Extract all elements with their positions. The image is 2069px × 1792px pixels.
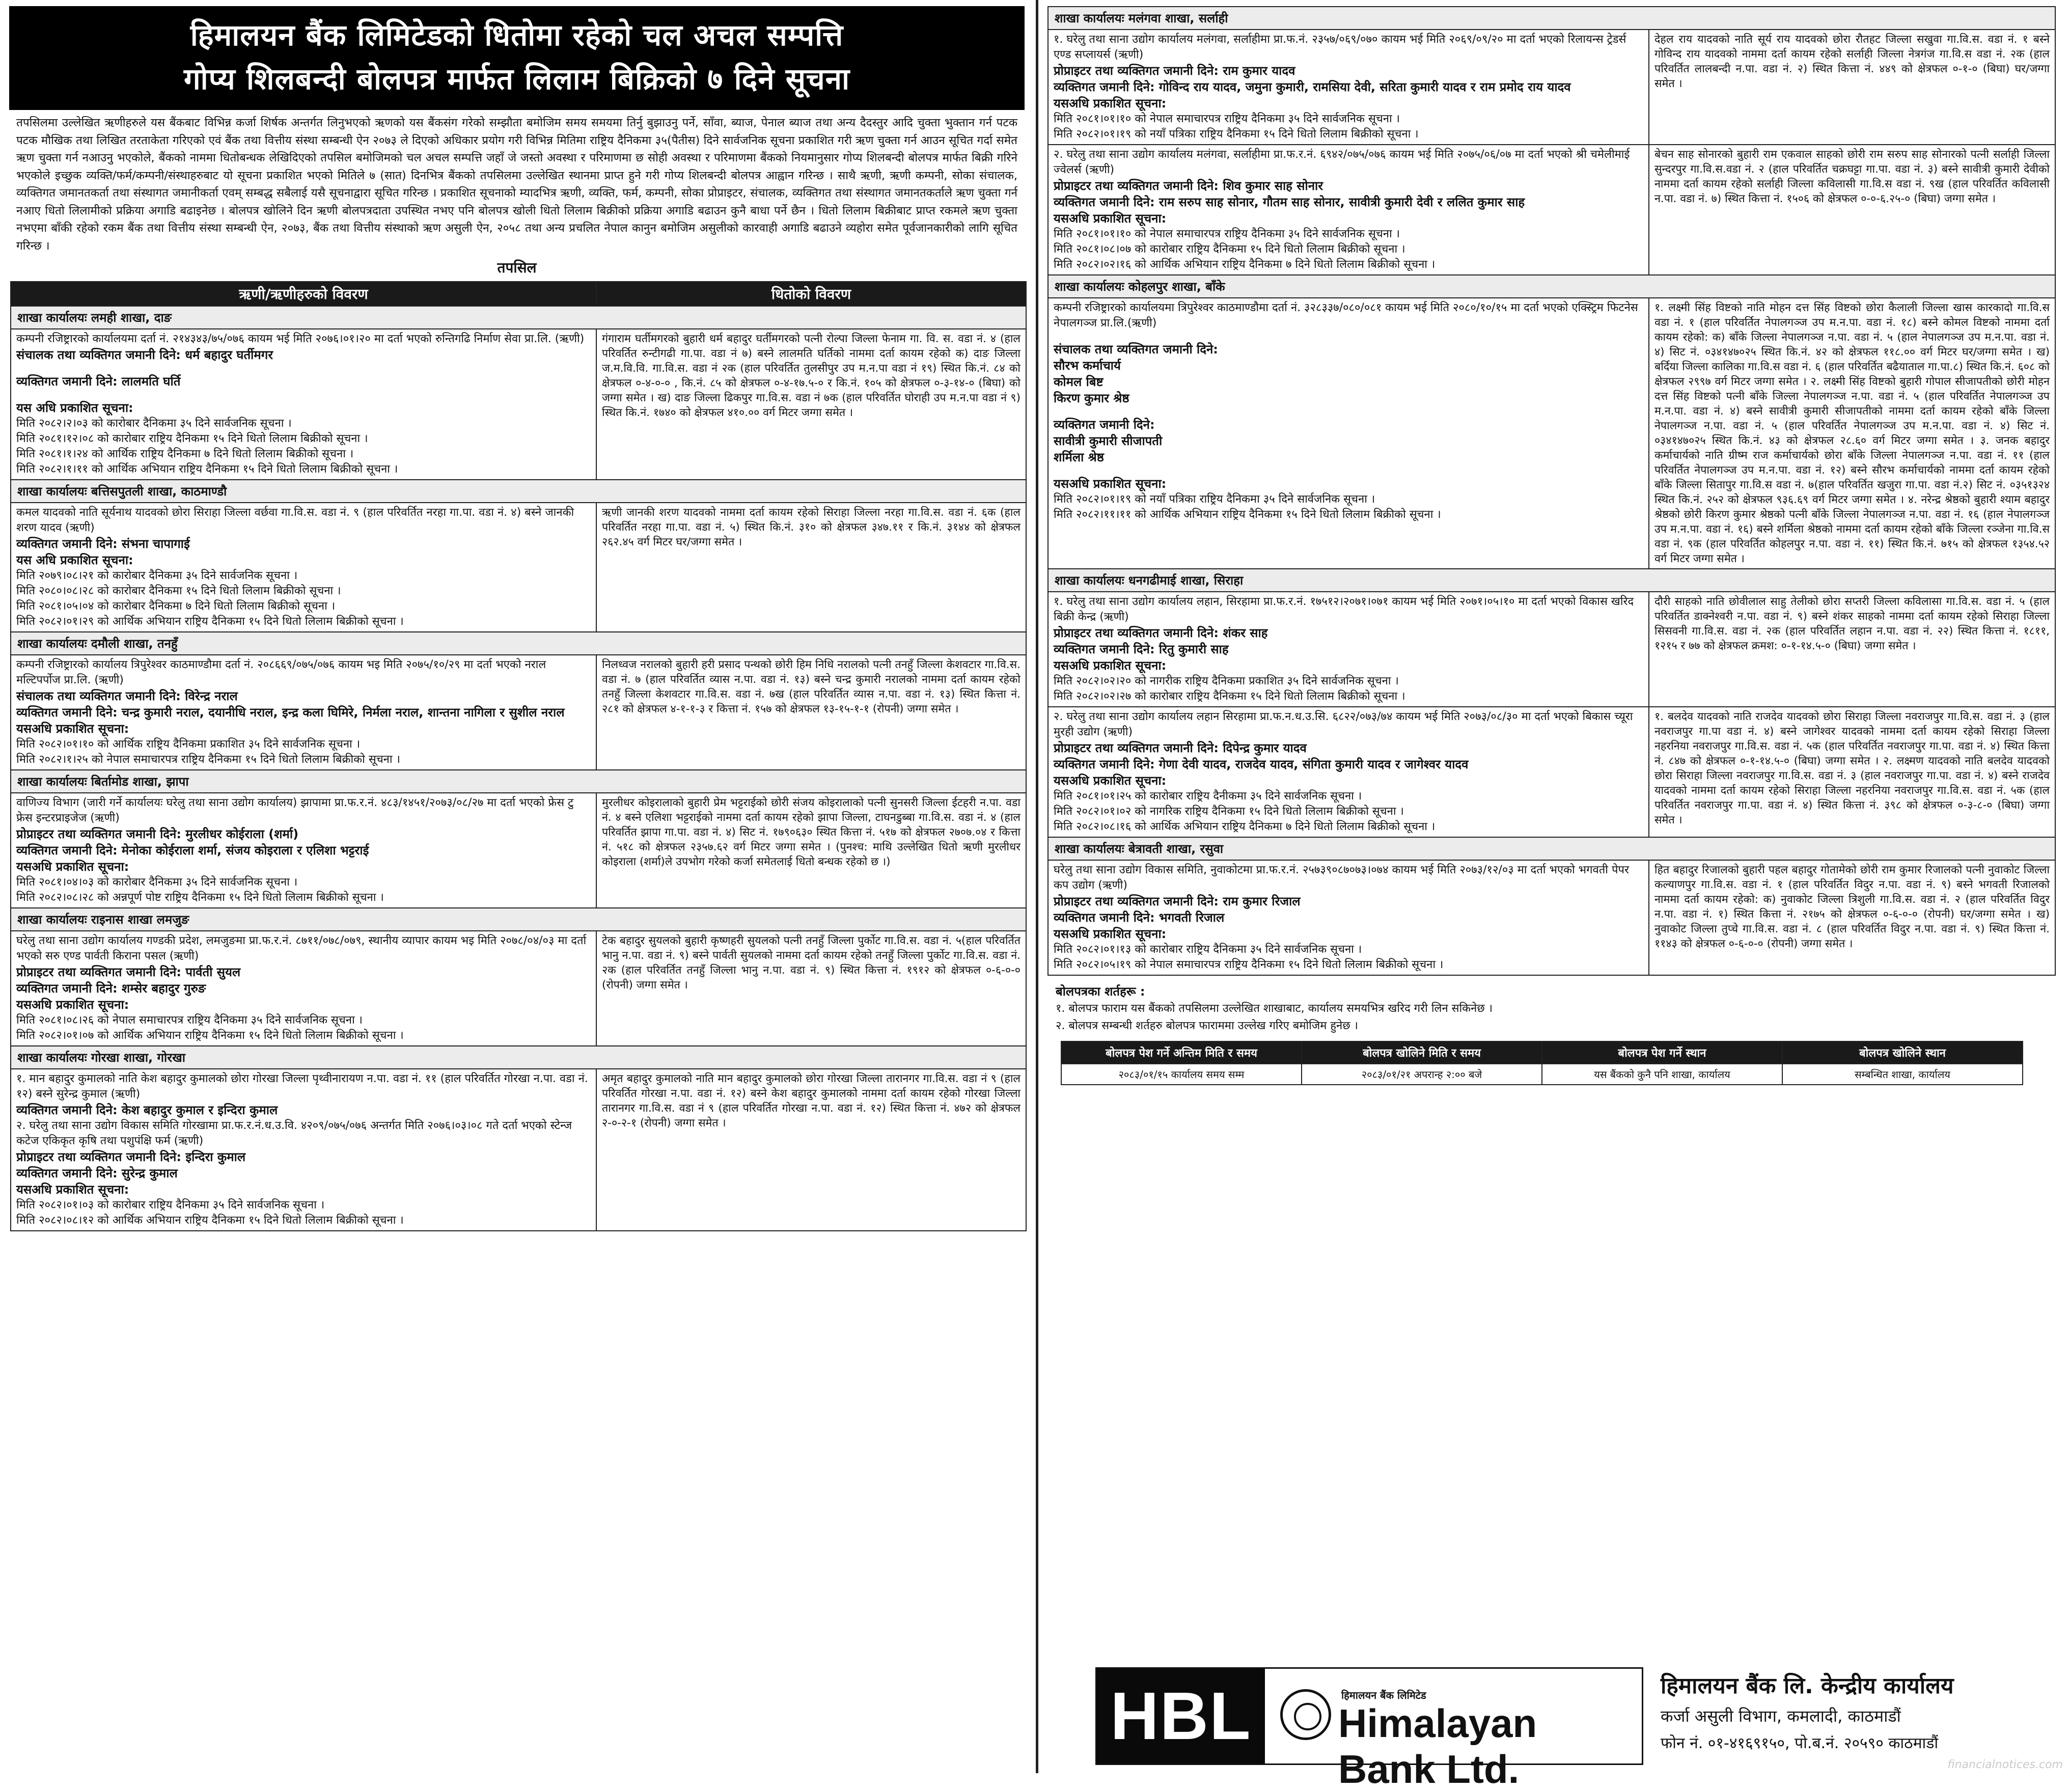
- schedule-heading: तपसिल: [497, 259, 537, 276]
- collateral-details: ऋणी जानकी शरण यादवको नाममा दर्ता कायम रहेको सिराहा जिल्ला नरहा गा.वि.स. वडा नं. ६क (हाल परिवर्तित नरहा गा.पा. वडा नं. ५) स्थित कि.नं. ३१० को क्षेत्रफल ३४७.११ र कि.नं. ३१४४ को क्षेत्रफल २६२.४५ वर्ग मिटर घर/जग्गा समेत ।: [596, 503, 1026, 632]
- borrower-detail-line: मिति २०८१।०८।२६ को नेपाल समाचारपत्र राष्ट्रिय दैनिकमा ३५ दिने सार्वजनिक सूचना ।: [16, 1014, 363, 1027]
- branch-header-row: [1048, 837, 2055, 860]
- borrower-detail-bold-line: व्यक्तिगत जमानी दिने: संभना चापागाई: [16, 537, 190, 551]
- bank-seal-icon: [1280, 1689, 1331, 1740]
- column-separator: [1036, 0, 1038, 1773]
- borrower-detail-bold-line: यसअधि प्रकाशित सूचना:: [1054, 927, 1167, 941]
- borrower-detail-bold-line: किरण कुमार श्रेष्ठ: [1054, 391, 1129, 405]
- collateral-details: १. लक्ष्मी सिंह विष्टको नाति मोहन दत्त सिंह विष्टको छोरा कैलाली जिल्ला खास कारकादो गा.वि.स वडा नं. १ (हाल परिवर्तित नेपालगञ्ज उप म.न.पा. वडा नं. १८) बस्ने कोमल विष्टको नाममा दर्ता कायम रहेको: क) बाँके जिल्ला नेपालगञ्ज न.पा. वडा नं. ५ (हाल नेपालगञ्ज उप म.न.पा. वडा नं. ४) सिट नं. ०३४१४७०२५ स्थित कि.नं. ४२ को क्षेत्रफल ११८.०० वर्ग मिटर घर/जग्गा समेत । ख) बर्दिया जिल्ला कालिका गा.वि.स वडा नं. ६ (हाल परिवर्तित बढैयाताल गा.पा.८) स्थित कि.नं. ६०८ को क्षेत्रफल २९९७ वर्ग मिटर जग्गा समेत । २. लक्ष्मी सिंह विष्टको बुहारी गोपाल सीजापतीको छोरी मोहन दत्त सिंह विष्टको पत्नी बाँके जिल्ला नेपालगञ्ज न.पा. वडा नं. ५ (हाल परिवर्तित नेपालगञ्ज उप म.न.पा. वडा नं. ४) बस्ने सावीत्री कुमारी सीजापतीको नाममा दर्ता कायम रहेको बाँके जिल्ला नेपालगञ्ज न.पा. वडा नं. ५ (हाल परिवर्तित नेपालगञ्ज उप म.न.पा. वडा नं. ४) सिट नं. ०३४१४७०२५ स्थित कि.नं. ४३ को क्षेत्रफल २८.६० वर्ग मिटर जग्गा समेत । ३. जनक बहादुर कर्माचार्यको नाति ग्रीष्म राज कर्माचार्यको छोरा बाँके जिल्ला नेपालगञ्ज न.पा. वडा नं. ११ (हाल परिवर्तित नेपालगञ्ज उप म.न.पा. वडा नं. १२) बस्ने सौरभ कर्माचार्यको नाममा दर्ता कायम रहेको बाँके जिल्ला सितापुर गा.वि.स वडा नं. ७(हाल परिवर्तित खजुरा गा.पा. वडा नं.२) सिट नं. ०३५१३२४ स्थित कि.नं. २५२ को क्षेत्रफल ९३६.६९ वर्ग मिटर जग्गा समेत । ४. नरेन्द्र श्रेष्ठको बुहारी श्याम बहादुर श्रेष्ठको छोरी किरण कुमार श्रेष्ठको पत्नी बाँके जिल्ला नेपालगञ्ज न.पा. वडा नं. १६ (हाल नेपालगञ्ज उप म.न.पा. वडा नं. १६) बस्ने शर्मिला श्रेष्ठको नाममा दर्ता कायम रहेको बाँके जिल्ला रञ्जेना गा.वि.स वडा नं. ९क (हाल परिवर्तित कोहलपुर न.पा. वडा नं. ११) स्थित कि.नं. ७१५ को क्षेत्रफल १३५४.५२ वर्ग मिटर जग्गा समेत ।: [1649, 298, 2055, 569]
- right-notice-table: [1047, 6, 2056, 976]
- collateral-details: अमृत बहादुर कुमालको नाति मान बहादुर कुमालको छोरा गोरखा जिल्ला तारानगर गा.वि.स. वडा नं ९ (हाल परिवर्तित गोरखा न.पा. वडा नं. १२) बस्ने केश बहादुर कुमालको नाममा दर्ता कायम रहेको गोरखा जिल्ला तारानगर गा.वि.स. वडा नं ९ (हाल परिवर्तित गोरखा न.पा. वडा नं. १२) स्थित कित्ता नं. ४७२ को क्षेत्रफल २-०-२-१ (रोपनी) जग्गा समेत ।: [596, 1069, 1026, 1231]
- collateral-column-header: धितोको विवरण: [596, 282, 1026, 306]
- borrower-detail-bold-line: व्यक्तिगत जमानी दिने: केश बहादुर कुमाल र इन्दिरा कुमाल: [16, 1103, 278, 1117]
- loan-entry-row: [1048, 592, 2055, 707]
- schedule-value: २०८३/०१/१५ कार्यालय समय सम्म: [1061, 1064, 1302, 1085]
- borrower-detail-bold-line: प्रोप्राइटर तथा व्यक्तिगत जमानी दिने: शंकर साह: [1054, 626, 1268, 640]
- borrower-detail-line: [16, 363, 591, 373]
- collateral-details: टेक बहादुर सुयलको बुहारी कृष्णहरी सुयलको पत्नी तनहुँ जिल्ला पुर्कोट गा.वि.स. वडा नं. ५(हाल परिवर्तित भानु न.पा. वडा नं. ९) बस्ने पार्वती सुयलको नाममा दर्ता कायम रहेको तनहुँ जिल्ला पुर्कोट गा.वि.स. वडा नं. २क (हाल परिवर्तित तनहुँ जिल्ला भानु न.पा. वडा नं. ९) स्थित कित्ता नं. १९१२ को क्षेत्रफल ०-६-०-० (रोपनी) जग्गा समेत ।: [596, 931, 1026, 1046]
- loan-entry-row: [11, 329, 1026, 480]
- borrower-detail-bold-line: व्यक्तिगत जमानी दिने: शम्सेर बहादुर गुरुङ: [16, 981, 206, 996]
- borrower-detail-line: मिति २०८२।०१।०७ को आर्थिक अभियान राष्ट्रिय दैनिकमा १५ दिने धितो लिलाम बिक्रीको सूचना ।: [16, 1029, 404, 1042]
- borrower-detail-line: मिति २०८२।०२।२७ को कारोबार राष्ट्रिय दैनिकमा १५ दिने धितो लिलाम बिक्रीको सूचना ।: [1054, 690, 1405, 703]
- branch-office-label: शाखा कार्यालयः बिर्तामोड शाखा, झापा: [11, 770, 1026, 793]
- borrower-detail-bold-line: यसअधि प्रकाशित सूचना:: [16, 860, 129, 874]
- schedule-value: यस बैंकको कुनै पनि शाखा, कार्यालय: [1542, 1064, 1782, 1085]
- collateral-details: १. बलदेव यादवको नाति राजदेव यादवको छोरा सिराहा जिल्ला नवराजपुर गा.वि.स. वडा नं. ३ (हाल नवराजपुर गा.पा वडा नं. ४) बस्ने जागेश्वर यादवको नाममा दर्ता कायम रहेको सिराहा जिल्ला नहरनिया नवराजपुर गा.वि.स. वडा नं. ५क (हाल परिवर्तित नवराजपुर गा.पा. वडा नं. ४) स्थित कित्ता नं. ८४७ को क्षेत्रफल ०-१-१४.५-० (बिघा) जग्गा समेत । २. लक्ष्मण यादवको नाति बलदेव यादवको छोरा सिराहा जिल्ला नवराजपुर गा.वि.स. वडा नं. ३ (हाल नवराजपुर गा.पा. वडा नं. ४) बस्ने राजदेव यादवको नाममा दर्ता कायम रहेको सिराहा जिल्ला नहरनिया नवराजपुर गा.वि.स. वडा नं. ५क (हाल परिवर्तित नवराजपुर गा.पा. वडा नं. ४) स्थित कित्ता नं. ३९८ को क्षेत्रफल ०-३-८-० (बिघा) जग्गा समेत ।: [1649, 707, 2055, 837]
- collateral-details: दौरी साहको नाति छोवीलाल साहु तेलीको छोरा सप्तरी जिल्ला कविलासा गा.वि.स. वडा नं. ५ (हाल परिवर्तित डाक्नेश्वरी न.पा. वडा नं. ९) बस्ने शंकर साहको नाममा दर्ता कायम रहेको सिराहा जिल्ला सिसवनी गा.वि.स. वडा नं. २क (हाल परिवर्तित लहान न.पा. वडा नं. २२) स्थित कित्ता नं. १८११, १२१५ र ७७ को क्षेत्रफल क्रमश: ०-१-१४.५-० (बिघा) जग्गा समेत ।: [1649, 592, 2055, 707]
- notice-title-line1: हिमालयन बैंक लिमिटेडको धितोमा रहेको चल अचल सम्पत्ति: [190, 18, 844, 52]
- branch-office-label: शाखा कार्यालयः दमौली शाखा, तनहुँ: [11, 632, 1026, 655]
- loan-entry-row: [1048, 860, 2055, 975]
- borrower-column-header: ऋणी/ऋणीहरुको विवरण: [11, 282, 596, 306]
- loan-entry-row: [11, 1069, 1026, 1231]
- borrower-detail-bold-line: यसअधि प्रकाशित सूचना:: [1054, 211, 1167, 226]
- borrower-detail-bold-line: प्रोप्राइटर तथा व्यक्तिगत जमानी दिने: दिपेन्द्र कुमार यादव: [1054, 741, 1307, 755]
- borrower-detail-bold-line: संचालक तथा व्यक्तिगत जमानी दिने:: [1054, 342, 1218, 356]
- borrower-details: [11, 503, 596, 632]
- loan-entry-row: [11, 931, 1026, 1046]
- branch-header-row: [1048, 569, 2055, 592]
- borrower-details: [1048, 592, 1649, 707]
- borrower-detail-bold-line: यसअधि प्रकाशित सूचना:: [16, 722, 129, 736]
- borrower-detail-line: घरेलु तथा साना उद्योग विकास समिति, नुवाकोटमा प्रा.फ.र.नं. २५७३९०८७०७३।०७४ कायम भई मिति २०७३/१२/०३ मा दर्ता भएको भगवती पेपर कप उद्योग (ऋणी): [1054, 864, 1629, 892]
- borrower-detail-bold-line: व्यक्तिगत जमानी दिने: भगवती रिजाल: [1054, 911, 1225, 925]
- borrower-detail-line: [1054, 465, 1643, 476]
- notice-title-line2: गोप्य शिलबन्दी बोलपत्र मार्फत लिलाम बिक्रिको ७ दिने सूचना: [184, 62, 850, 96]
- borrower-detail-line: १. घरेलु तथा साना उद्योग कार्यालय मलंगवा, सर्लाहीमा प्रा.फ.नं. २३५७/०६९/०७० कायम भई मिति २०६९/०९/२० मा दर्ता भएको रिलायन्स ट्रेडर्स एण्ड सप्लायर्स (ऋणी): [1054, 33, 1626, 61]
- borrower-detail-line: मिति २०८१।०१।१० को नेपाल समाचारपत्र राष्ट्रिय दैनिकमा ३५ दिने सार्वजनिक सूचना ।: [1054, 113, 1400, 125]
- borrower-detail-line: मिति २०८१।०१।१० को नेपाल समाचारपत्र राष्ट्रिय दैनिकमा ३५ दिने सार्वजनिक सूचना ।: [1054, 228, 1400, 240]
- borrower-detail-line: मिति २०८०।०८।२८ को कारोबार दैनिकमा १५ दिने धितो लिलाम बिक्रीको सूचना ।: [16, 585, 341, 597]
- borrower-detail-line: मिति २०८२।१।२५ को नेपाल समाचारपत्र राष्ट्रिय दैनिकमा १५ दिने धितो लिलाम बिक्रीको सूचना ।: [16, 753, 400, 766]
- borrower-detail-line: मिति २०८२।०१।२९ को आर्थिक अभियान राष्ट्रिय दैनिकमा १५ दिने धितो लिलाम बिक्रीको सूचना ।: [16, 615, 404, 628]
- loan-entry-row: [11, 655, 1026, 770]
- borrower-detail-bold-line: प्रोप्राइटर तथा व्यक्तिगत जमानी दिने: राम कुमार यादव: [1054, 64, 1295, 78]
- borrower-details: [1048, 707, 1649, 837]
- borrower-detail-line: कम्पनी रजिष्ट्रारको कार्यालयमा त्रिपुरेश्वर काठमाण्डौमा दर्ता नं. ३२८३३७/०८०/०८१ कायम भई मिति २०८०/१०/१५ मा दर्ता भएको एक्स्ट्रिम फिटनेस नेपालगञ्ज प्रा.लि.(ऋणी): [1054, 301, 1638, 329]
- borrower-detail-bold-line: यसअधि प्रकाशित सूचना:: [1054, 96, 1167, 111]
- borrower-detail-line: मिति २०८२।०१।१९ को नयाँ पत्रिका राष्ट्रिय दैनिकमा ३५ दिने सार्वजनिक सूचना ।: [1054, 493, 1375, 506]
- borrower-detail-line: [1054, 406, 1643, 417]
- borrower-detail-bold-line: व्यक्तिगत जमानी दिने: सुरेन्द्र कुमाल: [16, 1166, 178, 1180]
- borrower-detail-line: घरेलु तथा साना उद्योग कार्यालय गण्डकी प्रदेश, लमजुङमा प्रा.फ.र.नं. ८७११/०७८/०७९, स्थानीय व्यापार कायम भइ मिति २०७८/०४/०३ मा दर्ता भएको सरु एण्ड पार्वती किराना पसल (ऋणी): [16, 934, 587, 962]
- borrower-detail-bold-line: व्यक्तिगत जमानी दिने:: [1054, 418, 1155, 432]
- borrower-detail-line: २. घरेलु तथा साना उद्योग कार्यालय मलंगवा, सर्लाहीमा प्रा.फ.र.नं. ६९४२/०७५/०७६ कायम भई मिति २०७५/०६/०७ मा दर्ता भएको श्री चमेलीमाई ज्वेलर्स (ऋणी): [1054, 148, 1630, 176]
- branch-office-label: शाखा कार्यालयः गोरखा शाखा, गोरखा: [11, 1046, 1026, 1069]
- borrower-detail-line: मिति २०८१।१२।०८ को कारोबार राष्ट्रिय दैनिकमा १५ दिने धितो लिलाम बिक्रीको सूचना ।: [16, 432, 368, 445]
- borrower-detail-line: मिति २०८२।०८।१२ को आर्थिक अभियान राष्ट्रिय दैनिकमा १५ दिने धितो लिलाम बिक्रीको सूचना ।: [16, 1214, 404, 1227]
- branch-office-label: शाखा कार्यालयः बत्तिसपुतली शाखा, काठमाण्डौ: [11, 480, 1026, 503]
- borrower-detail-line: मिति २०८२।०८।२८ को अन्नपूर्ण पोष्ट राष्ट्रिय दैनिकमा १५ दिने धितो लिलाम बिक्रीको सूचना ।: [16, 891, 384, 904]
- right-column: [1040, 0, 2068, 1791]
- branch-header-row: [11, 1046, 1026, 1069]
- borrower-details: [11, 931, 596, 1046]
- borrower-detail-line: मिति २०८२।०२।२० को नागरीक राष्ट्रिय दैनिकमा प्रकाशित ३५ दिने सार्वजनिक सूचना ।: [1054, 675, 1399, 687]
- borrower-detail-bold-line: प्रोप्राइटर तथा व्यक्तिगत जमानी दिने: राम कुमार रिजाल: [1054, 894, 1301, 908]
- collateral-details: बेचन साह सोनारको बुहारी राम एकवाल साहको छोरी राम सरुप साह सोनारको पत्नी सर्लाही जिल्ला सुन्दरपुर गा.वि.स.वडा नं. २ (हाल परिवर्तित चक्रघट्टा गा.पा. वडा नं. ३) बस्ने सावीत्री कुमारी देवीको नाममा दर्ता कायम रहेको सर्लाही जिल्ला कविलासी गा.वि.स वडा नं. ९ख (हाल परिवर्तित कविलासी न.पा. वडा नं. ७) स्थित कित्ता नं. १५०६ को क्षेत्रफल ०-०-६.२५-० (बिघा) जग्गा समेत ।: [1649, 145, 2055, 275]
- schedule-header: बोलपत्र पेश गर्ने स्थान: [1542, 1041, 1782, 1064]
- branch-header-row: [11, 306, 1026, 329]
- branch-header-row: [1048, 275, 2055, 298]
- office-name: हिमालयन बैंक लि. केन्द्रीय कार्यालय: [1661, 1673, 1954, 1699]
- borrower-detail-line: मिति २०८१।०८।०७ को कारोबार राष्ट्रिय दैनिकमा १५ दिने धितो लिलाम बिक्रीको सूचना ।: [1054, 243, 1405, 256]
- borrower-detail-bold-line: यसअधि प्रकाशित सूचना:: [16, 998, 129, 1012]
- borrower-details: [11, 1069, 596, 1231]
- borrower-detail-line: २. घरेलु तथा साना उद्योग विकास समिति गोरखामा प्रा.फ.र.नं.ध.उ.वि. ४२०९/०७५/०७६ अन्तर्गत मिति २०७६।०३।०८ गते दर्ता भएको स्टेन्ज कटेज एकिकृत कृषि तथा पशुपंक्षि फर्म (ऋणी): [16, 1119, 572, 1147]
- loan-entry-row: [1048, 145, 2055, 275]
- borrower-detail-bold-line: संचालक तथा व्यक्तिगत जमानी दिने: विरेन्द्र नराल: [16, 689, 238, 703]
- borrower-detail-bold-line: व्यक्तिगत जमानी दिने: गोविन्द राय यादव, जमुना कुमारी, रामसिया देवी, सरिता कुमारी यादव र राम प्रमोद राय यादव: [1054, 80, 1571, 94]
- hbl-logo-mark: HBL: [1097, 1669, 1265, 1763]
- left-column: [0, 0, 1034, 1773]
- branch-office-label: शाखा कार्यालयः कोहलपुर शाखा, बाँके: [1048, 275, 2055, 298]
- branch-header-row: [1048, 7, 2055, 30]
- loan-entry-row: [1048, 298, 2055, 569]
- borrower-detail-line: मिति २०८१।०१।२५ को कारोबार राष्ट्रिय दैनीकमा ३५ दिने सार्वजनिक सूचना ।: [1054, 790, 1362, 803]
- branch-header-row: [11, 480, 1026, 503]
- tender-conditions: [1056, 983, 2058, 1035]
- branch-header-row: [11, 770, 1026, 793]
- schedule-header: बोलपत्र खोलिने मिति र समय: [1302, 1041, 1542, 1064]
- borrower-detail-line: मिति २०८२।१।११ को आर्थिक अभियान राष्ट्रिय दैनिकमा १५ दिने धितो लिलाम बिक्रीको सूचना ।: [16, 463, 398, 476]
- schedule-value: सम्बन्धित शाखा, कार्यालय: [1782, 1064, 2023, 1085]
- borrower-detail-line: मिति २०८२।११।११ को आर्थिक अभियान राष्ट्रिय दैनिकमा १५ दिने धितो लिलाम बिक्रीको सूचना ।: [1054, 508, 1441, 521]
- borrower-detail-line: मिति २०८२।०५।१९ को नेपाल समाचारपत्र राष्ट्रिय दैनिकमा १५ दिने धितो लिलाम बिक्रीको सूचना ।: [1054, 958, 1444, 971]
- borrower-detail-bold-line: यस अधि प्रकाशित सूचना:: [16, 401, 133, 415]
- watermark: financialnotices.com: [1947, 1758, 2063, 1771]
- office-department: कर्जा असुली विभाग, कमलादी, काठमाडौं: [1661, 1706, 1901, 1726]
- loan-entry-row: [11, 503, 1026, 632]
- borrower-detail-bold-line: कोमल बिष्ट: [1054, 375, 1104, 389]
- borrower-detail-line: मिति २०८२।०१।१९ को नयाँ पत्रिका राष्ट्रिय दैनिकमा १५ दिने धितो लिलाम बिक्रीको सूचना ।: [1054, 128, 1419, 141]
- borrower-detail-line: १. घरेलु तथा साना उद्योग कार्यालय लहान, सिरहामा प्रा.फ.र.नं. १७५१२।२०७१।०७१ कायम भई मिति २०७१।०५।१० मा दर्ता भएको विकास खरिद बिक्री केन्द्र (ऋणी): [1054, 595, 1634, 623]
- borrower-detail-bold-line: यसअधि प्रकाशित सूचना:: [1054, 477, 1167, 491]
- borrower-detail-bold-line: यस अधि प्रकाशित सूचना:: [16, 553, 133, 567]
- branch-office-label: शाखा कार्यालयः लमही शाखा, दाङ: [11, 306, 1026, 329]
- borrower-detail-line: मिति २०८१।१।२४ को आर्थिक राष्ट्रिय दैनिकमा ७ दिने धितो लिलाम बिक्रीको सूचना ।: [16, 448, 354, 460]
- borrower-detail-bold-line: प्रोप्राइटर तथा व्यक्तिगत जमानी दिने: इन्दिरा कुमाल: [16, 1150, 246, 1164]
- borrower-detail-line: मिति २०८२।०१।०३ को कारोबार राष्ट्रिय दैनिकमा ३५ दिने सार्वजनिक सूचना ।: [16, 1199, 325, 1211]
- collateral-details: निलध्वज नरालको बुहारी हरी प्रसाद पन्थको छोरी हिम निधि नरालको पत्नी तनहुँ जिल्ला केशवटार गा.वि.स. वडा नं. ७ (हाल परिवर्तित व्यास न.पा. वडा नं. १३) बस्ने चन्द्र कुमारी नरालको नाममा दर्ता कायम रहेको तनहुँ जिल्ला केशवटार गा.वि.स. वडा नं. ७ख (हाल परिवर्तित व्यास न.पा. वडा नं. १३) स्थित कित्ता नं. २८१ को क्षेत्रफल ४-१-१-३ र कित्ता नं. १५७ को क्षेत्रफल १३-१५-१-१ (रोपनी) जग्गा समेत ।: [596, 655, 1026, 770]
- left-table-body: [11, 306, 1026, 1231]
- borrower-detail-bold-line: प्रोप्राइटर तथा व्यक्तिगत जमानी दिने: शिव कुमार साह सोनार: [1054, 179, 1323, 193]
- borrower-detail-line: मिति २०८२।०१।०२ को नागरिक राष्ट्रिय दैनिकमा १५ दिने धितो लिलाम बिक्रीको सूचना ।: [1054, 805, 1404, 818]
- borrower-detail-bold-line: सौरभ कर्माचार्य: [1054, 359, 1121, 373]
- borrower-detail-line: वाणिज्य विभाग (जारी गर्ने कार्यालयः घरेलु तथा साना उद्योग कार्यालय) झापामा प्रा.फ.र.नं. ४८३/१४५१/२०७३/०८/२७ मा दर्ता भएको फ्रेस टु फ्रेस इन्टरप्राइजेज (ऋणी): [16, 796, 574, 824]
- notice-title-banner: [9, 6, 1025, 110]
- branch-office-label: शाखा कार्यालयः धनगढीमाई शाखा, सिराहा: [1048, 569, 2055, 592]
- borrower-detail-bold-line: व्यक्तिगत जमानी दिने: मेनोका कोईराला शर्मा, संजय कोइराला र एलिशा भट्टराई: [16, 843, 369, 858]
- borrower-details: [11, 329, 596, 480]
- borrower-details: [11, 655, 596, 770]
- bank-logo: [1095, 1667, 1643, 1791]
- borrower-detail-line: मिति २०८१।०५।०४ को कारोबार दैनिकमा ७ दिने धितो लिलाम बिक्रीको सूचना ।: [16, 600, 336, 613]
- borrower-detail-bold-line: शर्मिला श्रेष्ठ: [1054, 450, 1104, 464]
- borrower-detail-line: मिति २०८२।०१।१३ को कारोबार राष्ट्रिय दैनिकमा ३५ दिने सार्वजनिक सूचना ।: [1054, 943, 1362, 956]
- office-contact: फोन नं. ०१-४१६९१५०, पो.ब.नं. २०५९० काठमाडौं: [1661, 1734, 1939, 1752]
- right-table-body: [1048, 7, 2055, 975]
- borrower-detail-bold-line: व्यक्तिगत जमानी दिने: लालमति घर्ति: [16, 374, 181, 389]
- borrower-detail-bold-line: सावीत्री कुमारी सीजापती: [1054, 434, 1163, 448]
- intro-paragraph: तपसिलमा उल्लेखित ऋणीहरुले यस बैंकबाट विभिन्न कर्जा शिर्षक अन्तर्गत लिनुभएको ऋणको यस बैंकसंग गरेको सम्झौता बमोजिम समय समयमा तिर्नु बुझाउनु पर्ने, साँवा, ब्याज, पेनाल ब्याज तथा अन्य दैदस्तुर आदि चुक्ता भुक्तान गर्न पटक पटक मौखिक तथा लिखित तरताकेता गरिएको एवं बैंक तथा वित्तीय संस्था सम्बन्धी ऐन २०७३ ले दिएको अधिकार प्रयोग गरी विभिन्न मितिमा राष्ट्रिय दैनिकमा ३५(पैतीस) दिने सार्वजनिक सूचना प्रकाशित गरी ऋण चुक्ता गर्न आउन सूचित गर्दा समेत ऋण चुक्ता गर्न नआउनु भएकोले, बैंकको नाममा धितोबन्धक लेखिदिएको तपसिल बमोजिमको चल अचल सम्पत्ति जहाँ जे जस्तो अवस्था र परिमाणमा छ सोही अवस्था र परिमाणमा बैंकको नियमानुसार गोप्य शिलबन्दी बोलपत्र मार्फत बिक्री गरिने भएकोले इच्छुक व्यक्ति/फर्म/कम्पनी/संस्थाहरुबाट यो सूचना प्रकाशित भएको मितिले ७ (सात) दिनभित्र बैंकको तपसिलमा उल्लेखित स्थानमा प्राप्त हुने गरी गोप्य शिलबन्दी बोलपत्र आह्वान गरिन्छ । साथै ऋणी, ऋणी कम्पनी, सोका संचालक, व्यक्तिगत जमानतकर्ता तथा संस्थागत जमानीकर्ता एवम् सम्बद्ध सबैलाई यसै सूचनाद्वारा सूचित गरिन्छ । प्रकाशित सूचनाको म्यादभित्र ऋणी, व्यक्ति, फर्म, कम्पनी, सोका प्रोप्राइटर, संचालक, व्यक्तिगत तथा संस्थागत जमानतकर्ताले ऋण चुक्ता गर्न नआए धितो लिलामीको प्रक्रिया अगाडि बढाइनेछ । बोलपत्र खोलिने दिन ऋणी बोलपत्रदाता उपस्थित नभए पनि बोलपत्र खोली धितो लिलाम बिक्रीको प्रक्रिया अगाडि बढाउन कुनै बाधा पर्ने छैन । धितो लिलाम बिक्रीबाट प्राप्त रकमले ऋण चुक्ता नभएमा बाँकी रहेको रकम बैंक तथा वित्तीय संस्था सम्बन्धी ऐन, २०७३, बैंक तथा वित्तीय संस्थाको ऋण असुली ऐन, २०५८ तथा अन्य प्रचलित नेपाल कानुन बमोजिम असुलीको कारवाही अगाडि बढाउने व्यहोरा समेत पूर्वजानकारीको लागि सूचित गरिन्छ ।: [16, 116, 1017, 253]
- loan-entry-row: [11, 793, 1026, 908]
- borrower-details: [11, 793, 596, 908]
- borrower-detail-line: कमल यादवको नाति सूर्यनाथ यादवको छोरा सिराहा जिल्ला वर्छवा गा.वि.स. वडा नं. ९ (हाल परिवर्तित नरहा गा.पा. वडा नं. ४) बस्ने जानकी शरण यादव (ऋणी): [16, 506, 574, 534]
- collateral-details: मुरलीधर कोइरालाको बुहारी प्रेम भट्टराईको छोरी संजय कोइरालाको पत्नी सुनसरी जिल्ला ईटहरी न.पा. वडा नं. ४ बस्ने एलिशा भट्टराईको नाममा दर्ता कायम रहेको झापा जिल्ला, टाघनडुब्बा गा.वि.स. वडा नं. ४ (हाल परिवर्तित झापा गा.पा. वडा नं. ४) सिट नं. १७९०६३० स्थित कित्ता नं. ५१७ को क्षेत्रफल २७०७.०४ र कित्ता नं. ५१८ को क्षेत्रफल २३५७.६२ वर्ग मिटर जग्गा समेत । (पुनश्च: माथि उल्लेखित धितो ऋणी मुरलीधर कोइराला (शर्मा)ले उपभोग गरेको कर्जा समेतलाई धितो बन्धक रहेको छ ।): [596, 793, 1026, 908]
- borrower-detail-line: [16, 390, 591, 400]
- borrower-detail-line: मिति २०८२।०२।१६ को आर्थिक अभियान राष्ट्रिय दैनिकमा ७ दिने धितो लिलाम बिक्रीको सूचना ।: [1054, 258, 1436, 271]
- collateral-details: गंगाराम घर्तीमगरको बुहारी धर्म बहादुर घर्तीमगरको पत्नी रोल्पा जिल्ला फेनाम गा. वि. स. वडा नं. ४ (हाल परिवर्तित रुन्टीगढी गा.पा. वडा नं ७) बस्ने लालमति घर्तिको नाममा दर्ता कायम रहेको क) दाङ जिल्ला ज.म.वि.वि. गा.वि.स. वडा नं २क (हाल परिवर्तित तुलसीपुर उप म.न.पा वडा नं १९) स्थित कि.नं. ८४ को क्षेत्रफल ०-४-०-० , कि.नं. ८५ को क्षेत्रफल ०-४-१७.५-० र कि.नं. १०५ को क्षेत्रफल ०-३-१४-० (बिघा) को जग्गा समेत । ख) दाङ जिल्ला ढिकपुर गा.वि.स. वडा नं ७क (हाल परिवर्तित घोराही उप म.न.पा वडा नं ९) स्थित कि.नं. १७४० को क्षेत्रफल ४१०.०० वर्ग मिटर जग्गा समेत ।: [596, 329, 1026, 480]
- collateral-details: देहल राय यादवको नाति सूर्य राय यादवको छोरा रौतहट जिल्ला सखुवा गा.वि.स. वडा नं. १ बस्ने गोविन्द राय यादवको नाममा दर्ता कायम रहेको सर्लाही जिल्ला नेत्रगंज गा.वि.स वडा नं. २क (हाल परिवर्तित लालबन्दी न.पा. वडा नं. २) स्थित कित्ता नं. ४४९ को क्षेत्रफल ०-१-० (बिघा) घर/जग्गा समेत ।: [1649, 30, 2055, 145]
- condition-item: १. बोलपत्र फाराम यस बैंकको तपसिलमा उल्लेखित शाखाबाट, कार्यालय समयभित्र खरिद गरी लिन सकिनेछ ।: [1056, 1002, 1493, 1015]
- branch-office-label: शाखा कार्यालयः बेत्रावती शाखा, रसुवा: [1048, 837, 2055, 860]
- borrower-details: [1048, 30, 1649, 145]
- borrower-detail-bold-line: यसअधि प्रकाशित सूचना:: [1054, 658, 1167, 673]
- bank-name-english: Himalayan Bank Ltd.: [1338, 1701, 1537, 1791]
- loan-entry-row: [1048, 30, 2055, 145]
- borrower-detail-line: कम्पनी रजिष्ट्रारको कार्यालयमा दर्ता नं. २१४३४३/७५/०७६ कायम भई मिति २०७६।०१।२० मा दर्ता भएको रुन्तिगढि निर्माण सेवा प्रा.लि. (ऋणी): [16, 333, 585, 345]
- schedule-value: २०८३/०१/२१ अपरान्ह २:०० बजे: [1302, 1064, 1542, 1085]
- borrower-detail-line: मिति २०७९।०८।२१ को कारोबार दैनिकमा ३५ दिने सार्वजनिक सूचना ।: [16, 569, 298, 582]
- borrower-detail-bold-line: व्यक्तिगत जमानी दिने: गेणा देवी यादव, राजदेव यादव, संगिता कुमारी यादव र जागेश्वर यादव: [1054, 757, 1469, 771]
- loan-entry-row: [1048, 707, 2055, 837]
- conditions-title: बोलपत्रका शर्तहरू :: [1056, 984, 1145, 999]
- schedule-header: बोलपत्र खोलिने स्थान: [1782, 1041, 2023, 1064]
- borrower-detail-line: मिति २०८२।०१।१० को आर्थिक राष्ट्रिय दैनिकमा प्रकाशित ३५ दिने सार्वजनिक सूचना ।: [16, 738, 361, 751]
- borrower-detail-bold-line: संचालक तथा व्यक्तिगत जमानी दिने: धर्म बहादुर घर्तीमगर: [16, 348, 273, 362]
- branch-header-row: [11, 632, 1026, 655]
- borrower-detail-bold-line: व्यक्तिगत जमानी दिने: राम सरुप साह सोनार, गौतम साह सोनार, सावीत्री कुमारी देवी र ललित कुमार साह: [1054, 195, 1525, 209]
- bank-name-nepali-small: हिमालयन बैंक लिमिटेड: [1341, 1689, 1426, 1701]
- borrower-detail-bold-line: यसअधि प्रकाशित सूचना:: [1054, 774, 1167, 788]
- left-notice-table: [10, 281, 1027, 1231]
- tender-schedule-table: [1061, 1041, 2023, 1085]
- borrower-detail-bold-line: व्यक्तिगत जमानी दिने: रितु कुमारी साह: [1054, 642, 1229, 656]
- borrower-detail-line: मिति २०८१।०४।०३ को कारोबार दैनिकमा ३५ दिने सार्वजनिक सूचना ।: [16, 876, 298, 889]
- borrower-detail-line: कम्पनी रजिष्ट्रारको कार्यालय त्रिपुरेश्वर काठमाण्डौमा दर्ता नं. २०८६६९/०७५/०७६ कायम भइ मिति २०७५/१०/२९ मा दर्ता भएको नराल मल्टिपर्पोज प्रा.लि. (ऋणी): [16, 658, 546, 686]
- borrower-details: [1048, 860, 1649, 975]
- branch-office-label: शाखा कार्यालयः मलंगवा शाखा, सर्लाही: [1048, 7, 2055, 30]
- borrower-details: [1048, 298, 1649, 569]
- borrower-detail-line: [1054, 331, 1643, 341]
- borrower-detail-line: मिति २०८२।२।०३ को कारोबार दैनिकमा ३५ दिने सार्वजनिक सूचना ।: [16, 417, 292, 430]
- collateral-details: हित बहादुर रिजालको बुहारी पहल बहादुर गोतामेको छोरी राम कुमार रिजालको पत्नी नुवाकोट जिल्ला कल्याणपुर गा.वि.स. वडा नं. १ (हाल परिवर्तित विदुर न.पा. वडा नं. ९) बस्ने भगवती रिजालको नाममा दर्ता कायम रहेको: क) नुवाकोट जिल्ला त्रिशुली गा.वि.स. वडा नं. २ (हाल परिवर्तित विदुर न.पा. वडा नं. १) स्थित कित्ता नं. २१७५ को क्षेत्रफल ०-६-०-० (रोपनी) घर/जग्गा समेत । ख) नुवाकोट जिल्ला तुप्चे गा.वि.स. वडा नं. ८ (हाल परिवर्तित विदुर न.पा. वडा नं. ९) स्थित कित्ता नं. ११४३ को क्षेत्रफल ०-६-०-० (रोपनी) जग्गा समेत ।: [1649, 860, 2055, 975]
- borrower-detail-line: २. घरेलु तथा साना उद्योग कार्यालय लहान सिरहामा प्रा.फ.न.ध.उ.सि. ६८२२/०७३/७४ कायम भई मिति २०७३/०८/३० मा दर्ता भएको बिकास च्यूरा मुरही उद्योग (ऋणी): [1054, 710, 1633, 738]
- borrower-detail-bold-line: व्यक्तिगत जमानी दिने: चन्द्र कुमारी नराल, दयानीधि नराल, इन्द्र कला घिमिरे, निर्मला नराल, शान्तना नागिला र सुशील नराल: [16, 705, 565, 720]
- borrower-details: [1048, 145, 1649, 275]
- branch-header-row: [11, 908, 1026, 931]
- condition-item: २. बोलपत्र सम्बन्धी शर्तहरु बोलपत्र फाराममा उल्लेख गरिए बमोजिम हुनेछ ।: [1056, 1019, 1358, 1032]
- borrower-detail-bold-line: प्रोप्राइटर तथा व्यक्तिगत जमानी दिने: मुरलीधर कोईराला (शर्मा): [16, 827, 299, 841]
- borrower-detail-line: मिति २०८२।०८।१६ को आर्थिक अभियान राष्ट्रिय दैनिकमा ७ दिने धितो लिलाम बिक्रीको सूचना ।: [1054, 820, 1436, 833]
- head-office-address: [1661, 1670, 2069, 1757]
- borrower-detail-bold-line: प्रोप्राइटर तथा व्यक्तिगत जमानी दिने: पार्वती सुयल: [16, 965, 241, 979]
- borrower-detail-bold-line: यसअधि प्रकाशित सूचना:: [16, 1182, 129, 1197]
- schedule-header: बोलपत्र पेश गर्ने अन्तिम मिति र समय: [1061, 1041, 1302, 1064]
- borrower-detail-line: १. मान बहादुर कुमालको नाति केश बहादुर कुमालको छोरा गोरखा जिल्ला पृथ्वीनारायण न.पा. वडा नं. ११ (हाल परिवर्तित गोरखा न.पा. वडा नं. १२) बस्ने सुरेन्द्र कुमाल (ऋणी): [16, 1072, 588, 1100]
- branch-office-label: शाखा कार्यालयः राइनास शाखा लमजुङ: [11, 908, 1026, 931]
